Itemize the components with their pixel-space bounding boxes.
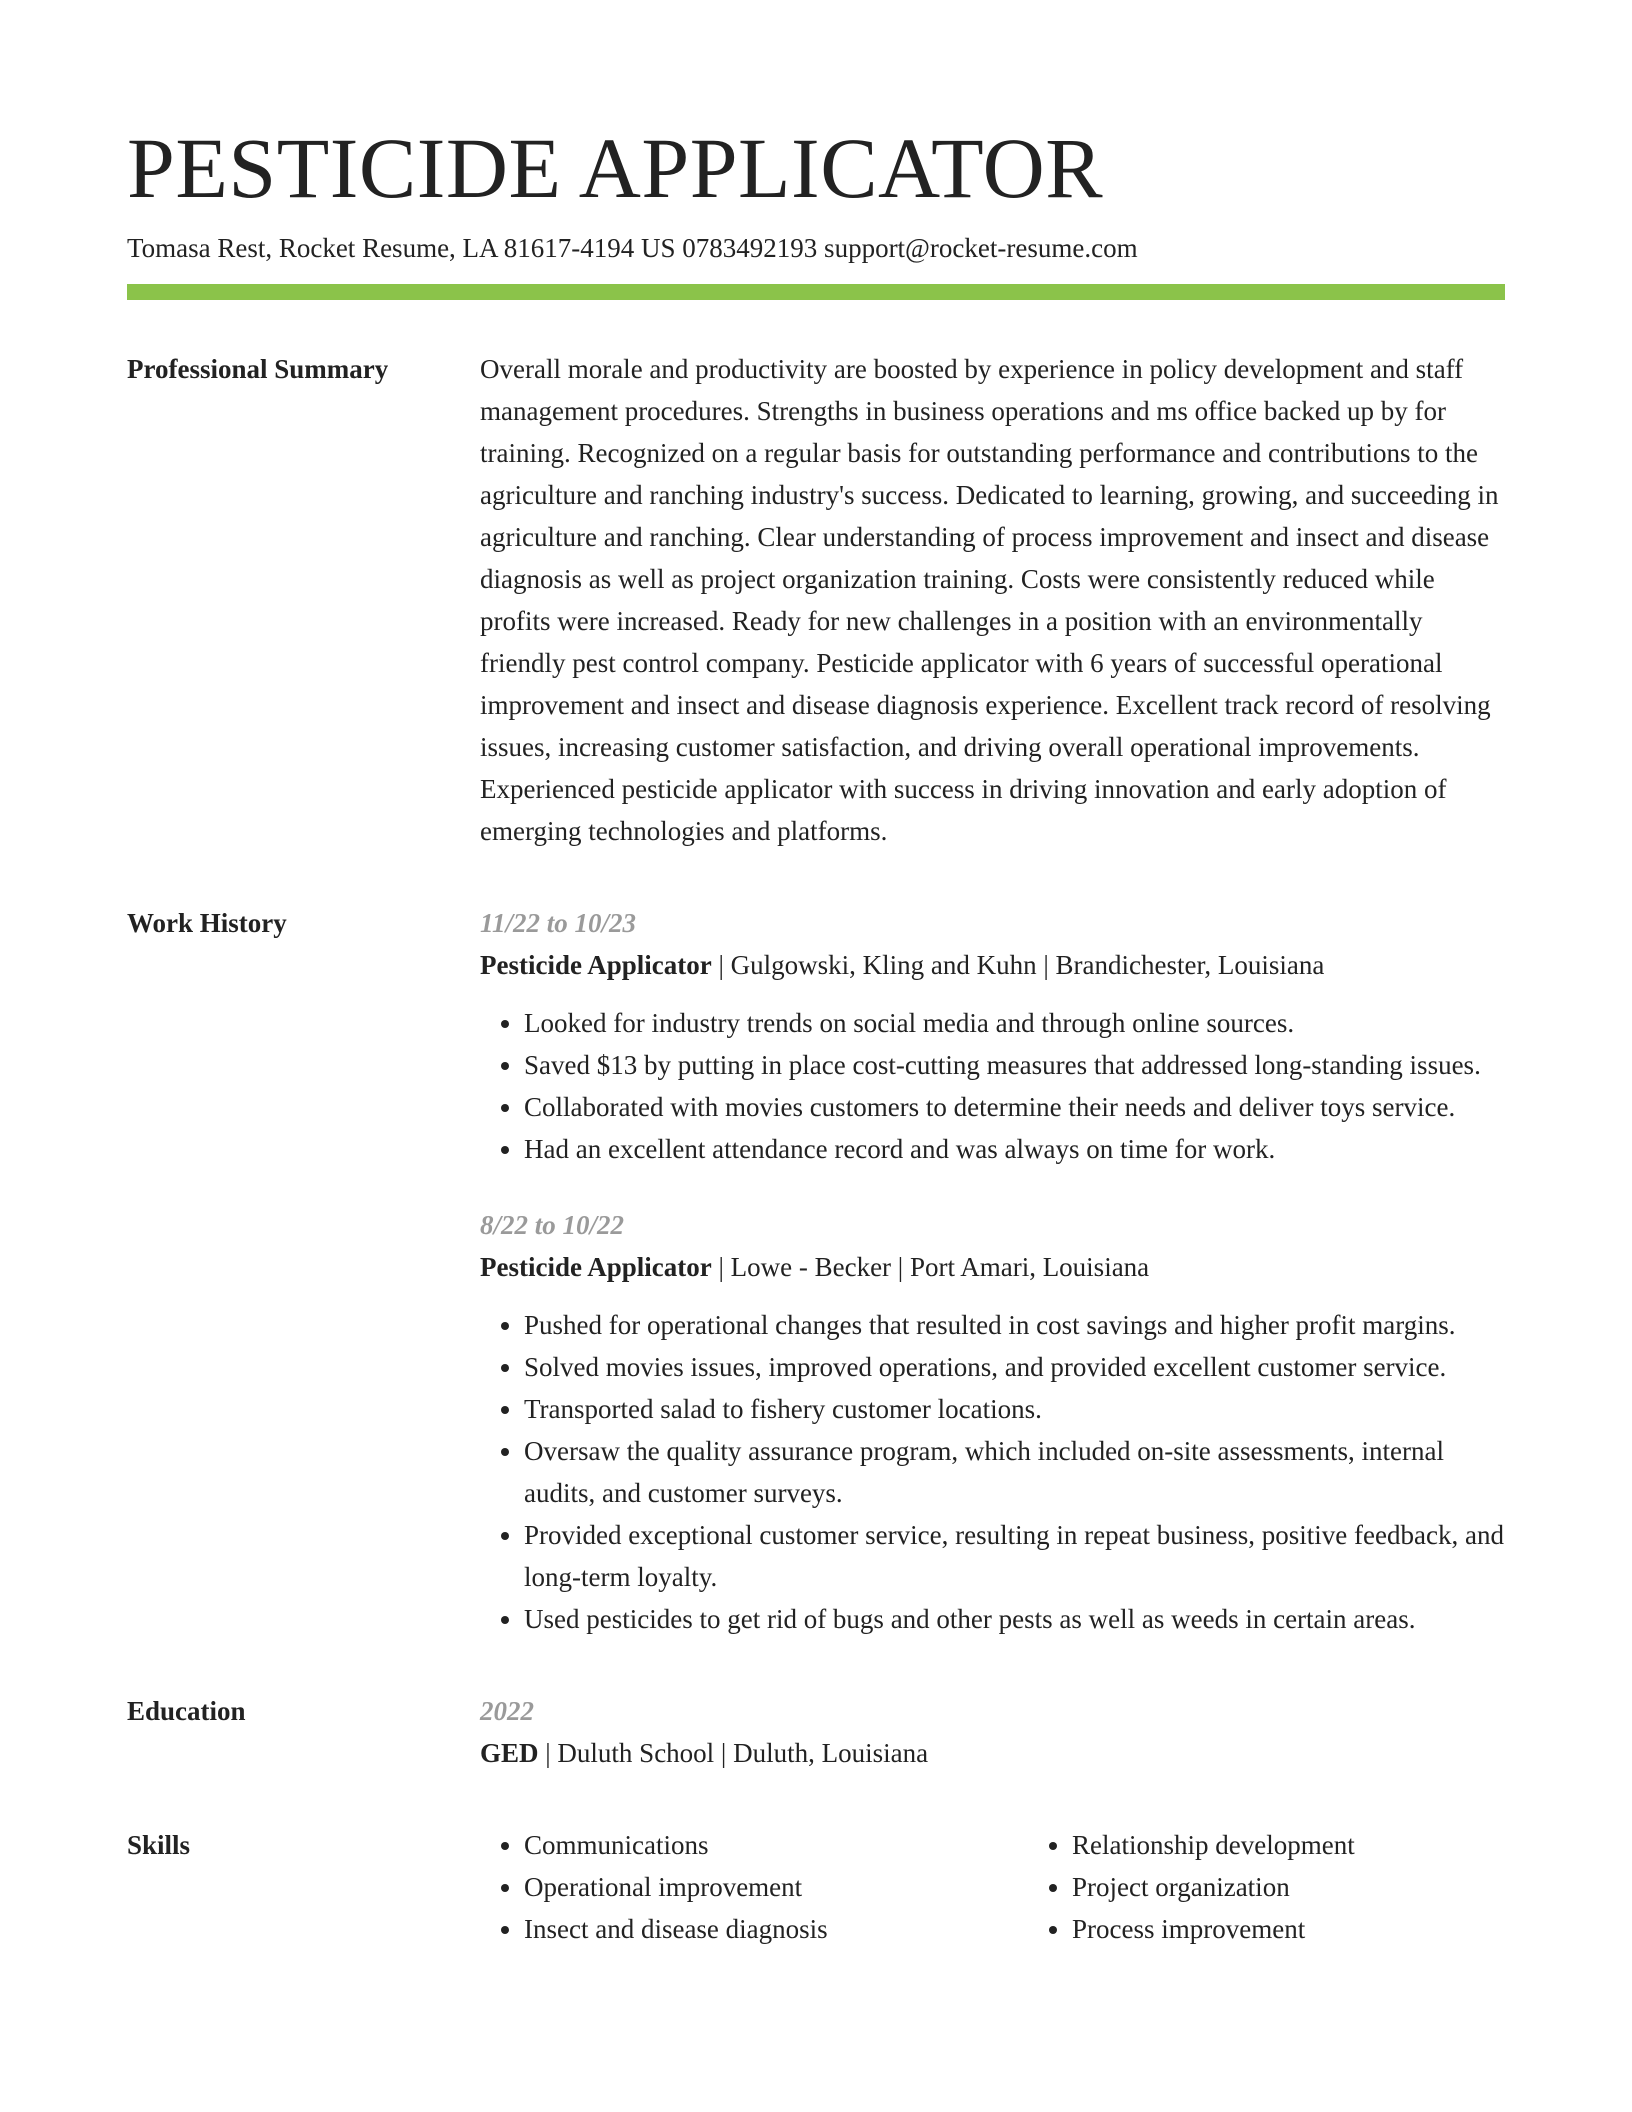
skills-columns xyxy=(480,1824,1576,1950)
job-bullets xyxy=(480,1304,1505,1640)
skills-list-left xyxy=(480,1824,1028,1950)
skill-item: • Communications xyxy=(524,1824,1028,1866)
resume-page xyxy=(127,0,1505,1950)
skills-section xyxy=(127,1824,1505,1950)
education-degree: GED xyxy=(480,1738,539,1768)
job-entry xyxy=(480,902,1505,1170)
job-bullets xyxy=(480,1002,1505,1170)
summary-section xyxy=(127,348,1505,852)
education-details: | Duluth School | Duluth, Louisiana xyxy=(538,1738,929,1768)
contact-line: Tomasa Rest, Rocket Resume, LA 81617-4194 US 0783492193 support@rocket-resume.com xyxy=(127,233,1138,263)
skill-item: • Insect and disease diagnosis xyxy=(524,1908,1028,1950)
job-bullet: • Collaborated with movies customers to determine their needs and deliver toys service. xyxy=(524,1086,1505,1128)
work-history-heading: Work History xyxy=(127,908,287,938)
education-year: 2022 xyxy=(480,1696,534,1726)
job-dates: 11/22 to 10/23 xyxy=(480,908,637,938)
skill-item: • Operational improvement xyxy=(524,1866,1028,1908)
work-history-section xyxy=(127,902,1505,1640)
job-bullet: • Had an excellent attendance record and was always on time for work. xyxy=(524,1128,1505,1170)
resume-title: PESTICIDE APPLICATOR xyxy=(127,120,1104,216)
job-title: Pesticide Applicator xyxy=(480,1252,712,1282)
job-role-line xyxy=(480,1246,1505,1288)
skill-item: • Process improvement xyxy=(1072,1908,1576,1950)
job-bullet: • Solved movies issues, improved operations, and provided excellent customer service. xyxy=(524,1346,1505,1388)
job-bullet: • Saved $13 by putting in place cost-cutting measures that addressed long-standing issues. xyxy=(524,1044,1505,1086)
accent-divider xyxy=(127,284,1505,300)
skills-heading: Skills xyxy=(127,1830,191,1860)
job-bullet: • Transported salad to fishery customer locations. xyxy=(524,1388,1505,1430)
job-details: | Lowe - Becker | Port Amari, Louisiana xyxy=(711,1252,1150,1282)
skills-list-right xyxy=(1028,1824,1576,1950)
summary-heading: Professional Summary xyxy=(127,354,389,384)
job-entry xyxy=(480,1204,1505,1640)
skill-item: • Relationship development xyxy=(1072,1824,1576,1866)
job-bullet: • Used pesticides to get rid of bugs and other pests as well as weeds in certain areas. xyxy=(524,1598,1505,1640)
job-bullet: • Oversaw the quality assurance program, which included on-site assessments, internal audits, and customer surveys. xyxy=(524,1430,1505,1514)
education-heading: Education xyxy=(127,1696,246,1726)
education-section xyxy=(127,1690,1505,1774)
job-details: | Gulgowski, Kling and Kuhn | Brandichester, Louisiana xyxy=(711,950,1325,980)
education-line xyxy=(480,1732,1505,1774)
job-bullet: • Looked for industry trends on social media and through online sources. xyxy=(524,1002,1505,1044)
job-role-line xyxy=(480,944,1505,986)
skill-item: • Project organization xyxy=(1072,1866,1576,1908)
job-bullet: • Provided exceptional customer service, resulting in repeat business, positive feedback, and long-term loyalty. xyxy=(524,1514,1505,1598)
job-bullet: • Pushed for operational changes that resulted in cost savings and higher profit margins. xyxy=(524,1304,1505,1346)
job-title: Pesticide Applicator xyxy=(480,950,712,980)
job-dates: 8/22 to 10/22 xyxy=(480,1210,625,1240)
summary-text: Overall morale and productivity are boosted by experience in policy development and staff management procedures. Strengths in business operations and ms office backed up by for training. Recognized on a regular basis for outstanding performance and contributions to the agriculture and ranching industry's success. Dedicated to learning, growing, and succeeding in agriculture and ranching. Clear understanding of process improvement and insect and disease diagnosis as well as project organization training. Costs were consistently reduced while profits were increased. Ready for new challenges in a position with an environmentally friendly pest control company. Pesticide applicator with 6 years of successful operational improvement and insect and disease diagnosis experience. Excellent track record of resolving issues, increasing customer satisfaction, and driving overall operational improvements. Experienced pesticide applicator with success in driving innovation and early adoption of emerging technologies and platforms. xyxy=(480,354,1499,846)
